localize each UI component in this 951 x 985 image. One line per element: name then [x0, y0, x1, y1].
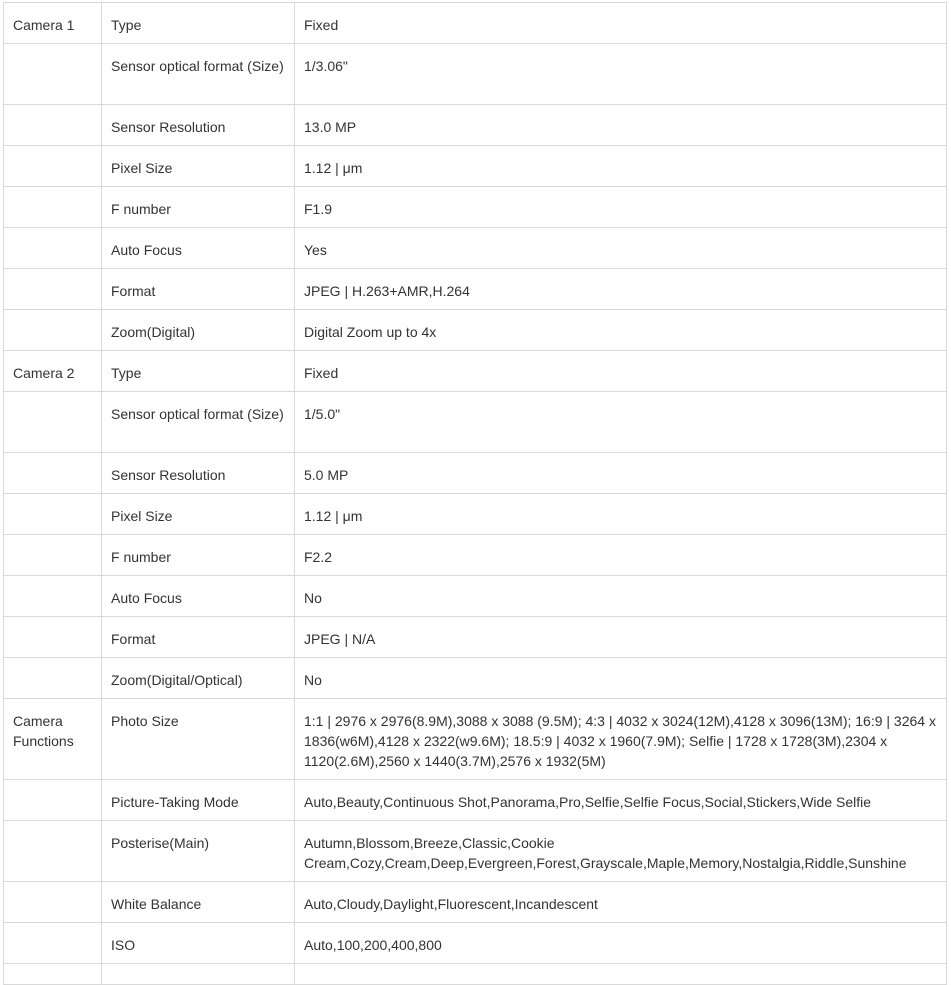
table-row	[4, 3, 947, 44]
spec-key: ISO	[102, 923, 295, 964]
spec-value: 5.0 MP	[295, 453, 947, 494]
group-label-empty	[4, 453, 102, 494]
spec-key: Sensor Resolution	[102, 453, 295, 494]
group-label-empty	[4, 535, 102, 576]
spec-value: JPEG | N/A	[295, 617, 947, 658]
spec-key: Pixel Size	[102, 146, 295, 187]
spec-key: F number	[102, 187, 295, 228]
spec-value: Fixed	[295, 351, 947, 392]
table-row	[4, 658, 947, 699]
table-row	[4, 228, 947, 269]
camera-spec-table	[3, 2, 947, 985]
spec-key: Photo Size	[102, 699, 295, 780]
spec-key: Posterise(Main)	[102, 821, 295, 882]
spec-value: F1.9	[295, 187, 947, 228]
spec-key: Type	[102, 351, 295, 392]
spec-table-body	[4, 3, 947, 985]
table-row	[4, 392, 947, 453]
group-label-empty	[4, 658, 102, 699]
spec-value-empty	[295, 964, 947, 985]
spec-value: Auto,Cloudy,Daylight,Fluorescent,Incandescent	[295, 882, 947, 923]
spec-key: Picture-Taking Mode	[102, 780, 295, 821]
spec-key: Sensor optical format (Size)	[102, 44, 295, 105]
group-label-camera-1: Camera 1	[4, 3, 102, 44]
spec-value: Autumn,Blossom,Breeze,Classic,Cookie Cream,Cozy,Cream,Deep,Evergreen,Forest,Grayscale,Maple,Memory,Nostalgia,Riddle,Sunshine	[295, 821, 947, 882]
spec-key: Sensor optical format (Size)	[102, 392, 295, 453]
spec-key: Format	[102, 617, 295, 658]
group-label-empty	[4, 923, 102, 964]
table-row	[4, 882, 947, 923]
group-label-empty	[4, 146, 102, 187]
spec-key: Auto Focus	[102, 576, 295, 617]
table-row	[4, 617, 947, 658]
spec-value: No	[295, 658, 947, 699]
group-label-empty	[4, 44, 102, 105]
group-label-empty	[4, 494, 102, 535]
spec-key: F number	[102, 535, 295, 576]
table-row	[4, 351, 947, 392]
group-label-empty	[4, 821, 102, 882]
table-row	[4, 269, 947, 310]
group-label-camera-functions: Camera Functions	[4, 699, 102, 780]
spec-value: 1/5.0"	[295, 392, 947, 453]
table-row	[4, 146, 947, 187]
spec-key: Zoom(Digital)	[102, 310, 295, 351]
table-row	[4, 821, 947, 882]
group-label-empty	[4, 228, 102, 269]
group-label-empty	[4, 392, 102, 453]
group-label-empty	[4, 310, 102, 351]
group-label-empty	[4, 105, 102, 146]
table-row	[4, 44, 947, 105]
table-row	[4, 453, 947, 494]
spec-value: Auto,100,200,400,800	[295, 923, 947, 964]
spec-value: Auto,Beauty,Continuous Shot,Panorama,Pro,Selfie,Selfie Focus,Social,Stickers,Wide Selfie	[295, 780, 947, 821]
spec-key: Format	[102, 269, 295, 310]
spec-value: Fixed	[295, 3, 947, 44]
spec-key: Auto Focus	[102, 228, 295, 269]
spec-key: Zoom(Digital/Optical)	[102, 658, 295, 699]
table-row	[4, 187, 947, 228]
spec-value: 13.0 MP	[295, 105, 947, 146]
table-row	[4, 964, 947, 985]
group-label-empty	[4, 617, 102, 658]
spec-value: JPEG | H.263+AMR,H.264	[295, 269, 947, 310]
spec-key: Pixel Size	[102, 494, 295, 535]
spec-key: Type	[102, 3, 295, 44]
group-label-empty	[4, 780, 102, 821]
group-label-empty	[4, 882, 102, 923]
table-row	[4, 699, 947, 780]
spec-value: 1.12 | μm	[295, 146, 947, 187]
spec-value: 1:1 | 2976 x 2976(8.9M),3088 x 3088 (9.5M); 4:3 | 4032 x 3024(12M),4128 x 3096(13M); 16:9 | 3264 x 1836(w6M),4128 x 2322(w9.6M); 18.5:9 | 4032 x 1960(7.9M); Selfie | 1728 x 1728(3M),2304 x 1120(2.6M),2560 x 1440(3.7M),2576 x 1932(5M)	[295, 699, 947, 780]
group-label-empty	[4, 964, 102, 985]
spec-key-empty	[102, 964, 295, 985]
group-label-camera-2: Camera 2	[4, 351, 102, 392]
table-row	[4, 576, 947, 617]
table-row	[4, 923, 947, 964]
spec-value: 1/3.06"	[295, 44, 947, 105]
group-label-empty	[4, 187, 102, 228]
group-label-empty	[4, 269, 102, 310]
group-label-empty	[4, 576, 102, 617]
spec-key: White Balance	[102, 882, 295, 923]
table-row	[4, 105, 947, 146]
spec-key: Sensor Resolution	[102, 105, 295, 146]
spec-value: No	[295, 576, 947, 617]
table-row	[4, 780, 947, 821]
table-row	[4, 310, 947, 351]
table-row	[4, 494, 947, 535]
spec-value: Digital Zoom up to 4x	[295, 310, 947, 351]
spec-value: 1.12 | μm	[295, 494, 947, 535]
spec-value: F2.2	[295, 535, 947, 576]
table-row	[4, 535, 947, 576]
spec-value: Yes	[295, 228, 947, 269]
